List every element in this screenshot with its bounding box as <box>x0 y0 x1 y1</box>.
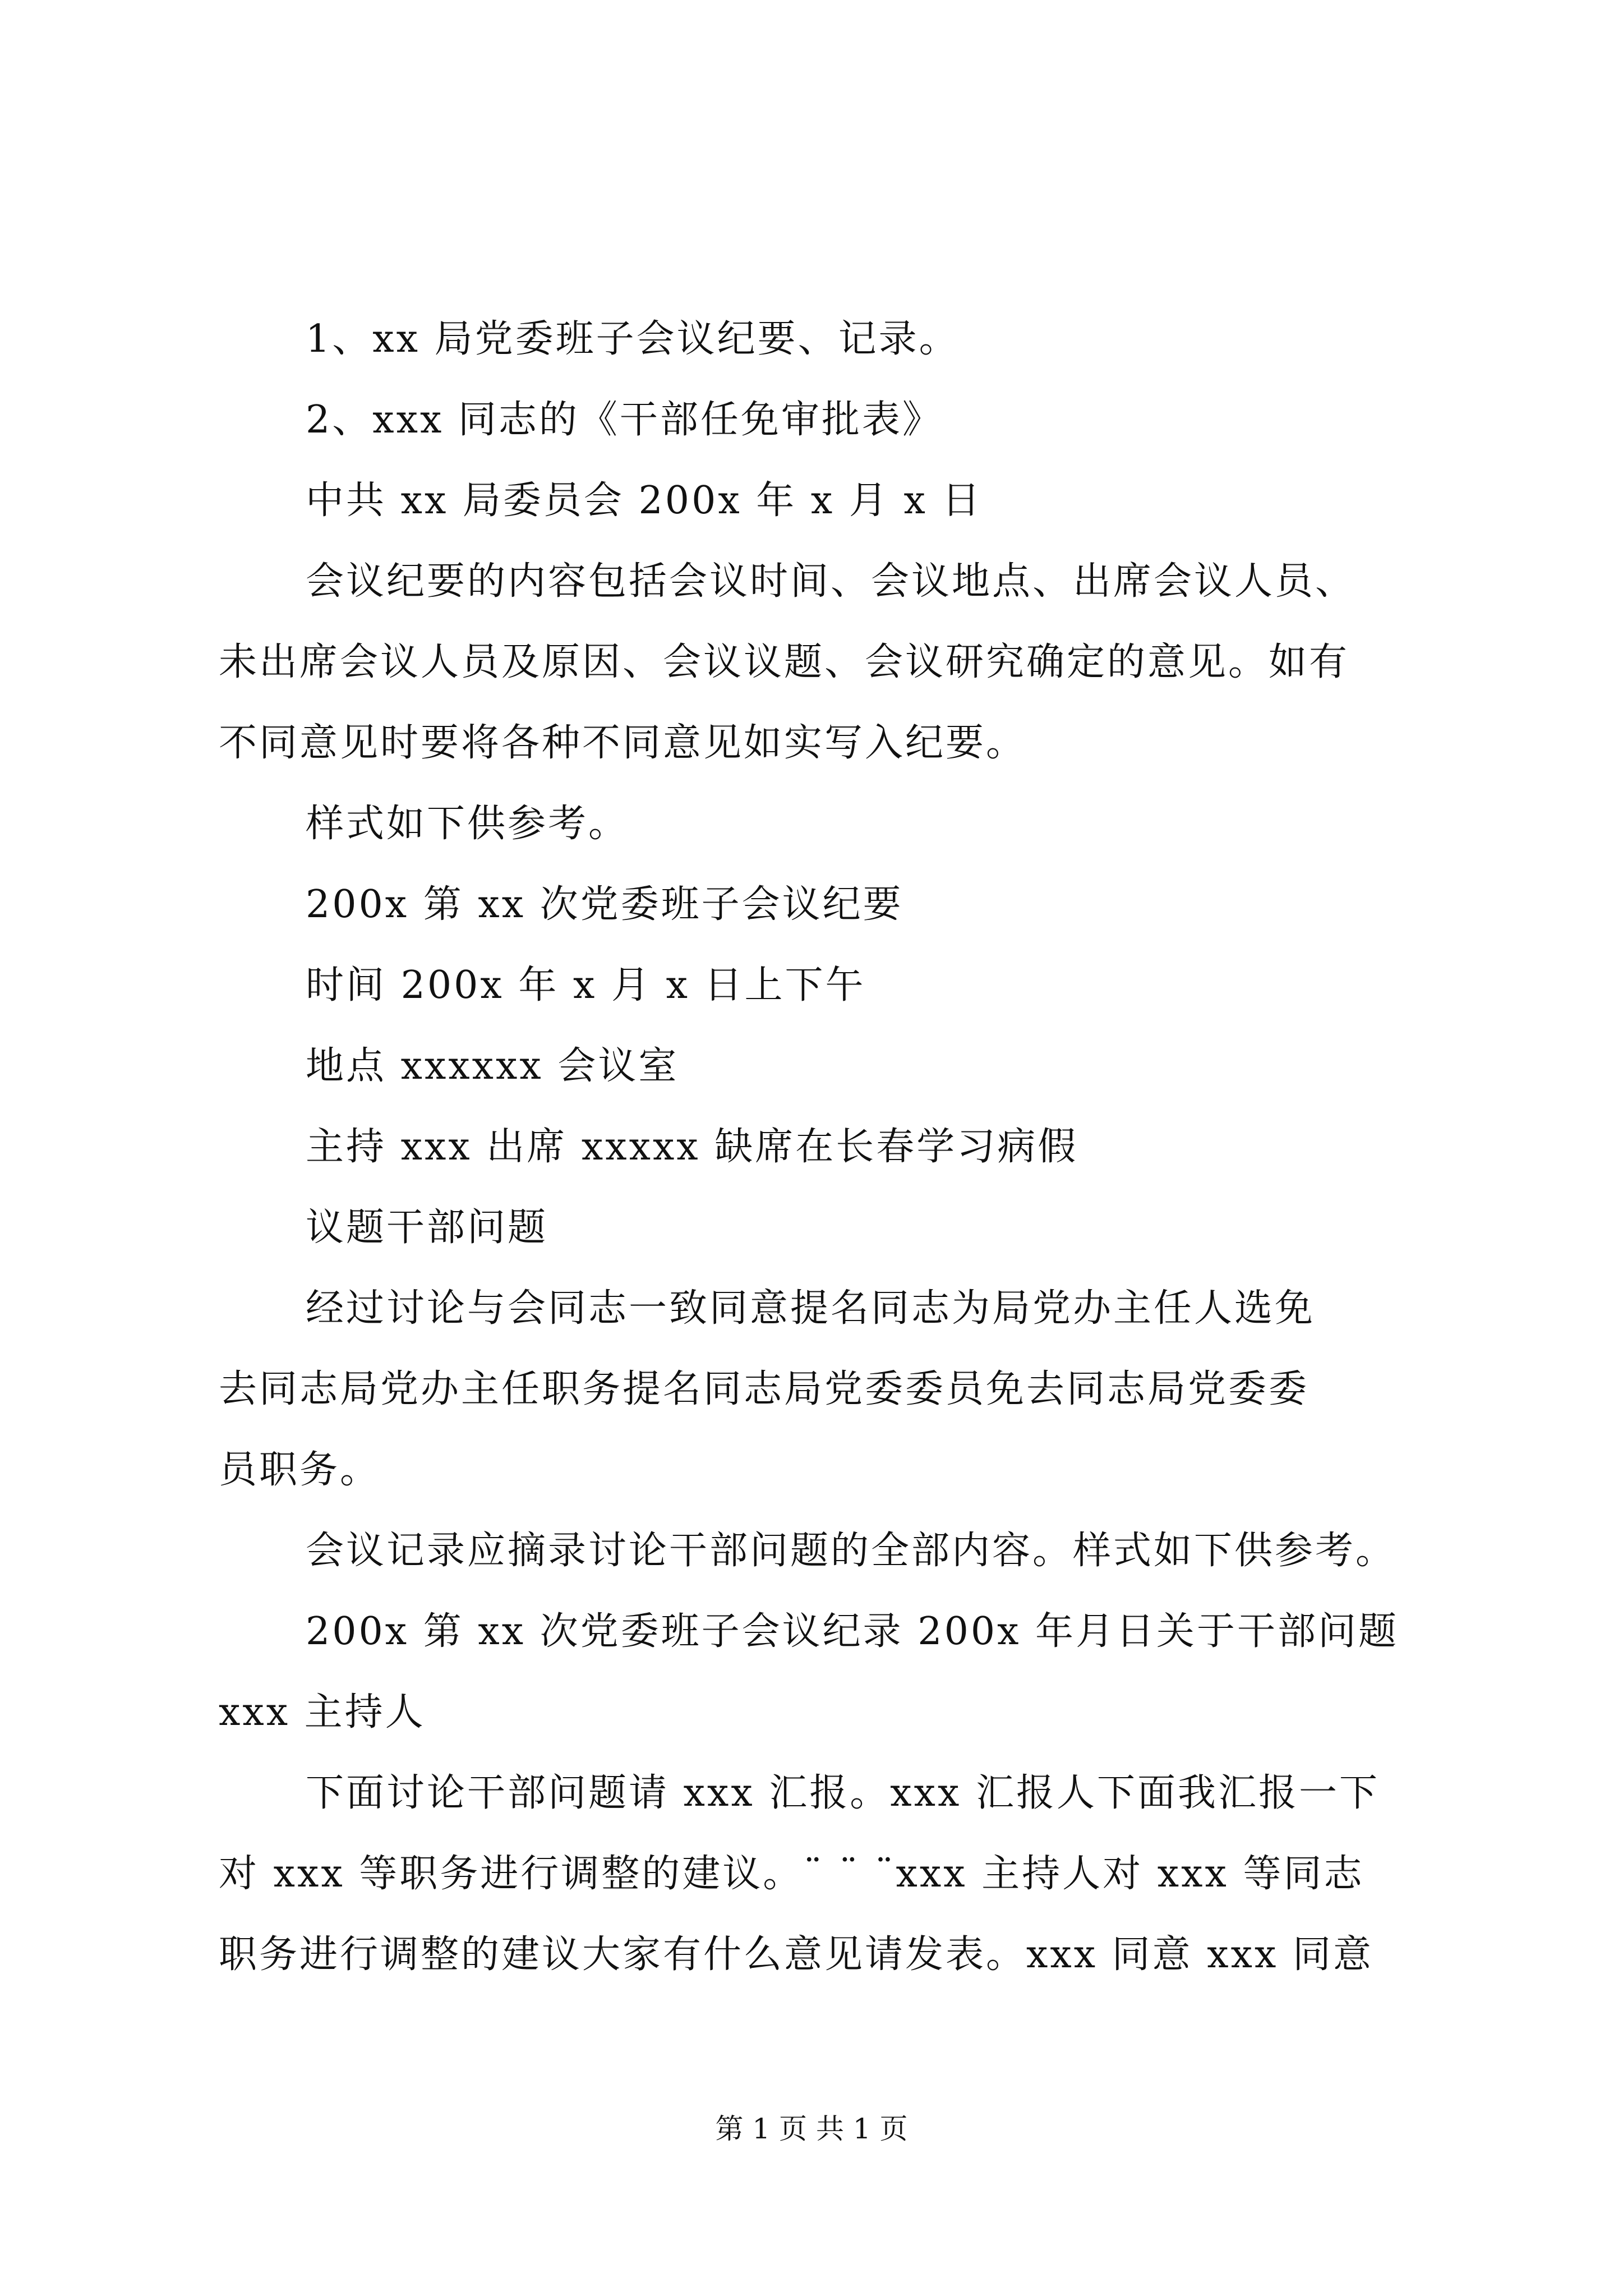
text-line-4: 会议纪要的内容包括会议时间、会议地点、出席会议人员、 <box>306 559 1356 604</box>
text-line-20: 对 xxx 等职务进行调整的建议。¨ ¨ ¨xxx 主持人对 xxx 等同志 <box>219 1852 1364 1896</box>
text-line-15: 员职务。 <box>219 1448 381 1492</box>
text-line-8: 200x 第 xx 次党委班子会议纪要 <box>306 882 903 927</box>
text-line-6: 不同意见时要将各种不同意见如实写入纪要。 <box>219 721 1027 765</box>
text-line-21: 职务进行调整的建议大家有什么意见请发表。xxx 同意 xxx 同意 <box>219 1932 1373 1977</box>
text-line-19: 下面讨论干部问题请 xxx 汇报。xxx 汇报人下面我汇报一下 <box>306 1771 1380 1815</box>
text-line-14: 去同志局党办主任职务提名同志局党委委员免去同志局党委委 <box>219 1367 1310 1411</box>
text-line-9: 时间 200x 年 x 月 x 日上下午 <box>306 963 866 1007</box>
text-line-18: xxx 主持人 <box>219 1690 426 1734</box>
text-line-16: 会议记录应摘录讨论干部问题的全部内容。样式如下供参考。 <box>306 1529 1396 1573</box>
text-line-1: 1、xx 局党委班子会议纪要、记录。 <box>306 317 960 361</box>
text-line-2: 2、xxx 同志的《干部任免审批表》 <box>306 398 943 442</box>
text-line-13: 经过讨论与会同志一致同意提名同志为局党办主任人选免 <box>306 1286 1316 1331</box>
text-line-12: 议题干部问题 <box>306 1205 548 1250</box>
text-line-7: 样式如下供参考。 <box>306 802 629 846</box>
page-number-footer: 第 1 页 共 1 页 <box>715 2113 908 2145</box>
text-line-3: 中共 xx 局委员会 200x 年 x 月 x 日 <box>306 478 983 523</box>
text-line-11: 主持 xxx 出席 xxxxx 缺席在长春学习病假 <box>306 1125 1078 1169</box>
text-line-5: 未出席会议人员及原因、会议议题、会议研究确定的意见。如有 <box>219 640 1350 684</box>
text-line-10: 地点 xxxxxx 会议室 <box>306 1044 679 1088</box>
text-line-17: 200x 第 xx 次党委班子会议纪录 200x 年月日关于干部问题 <box>306 1609 1399 1654</box>
